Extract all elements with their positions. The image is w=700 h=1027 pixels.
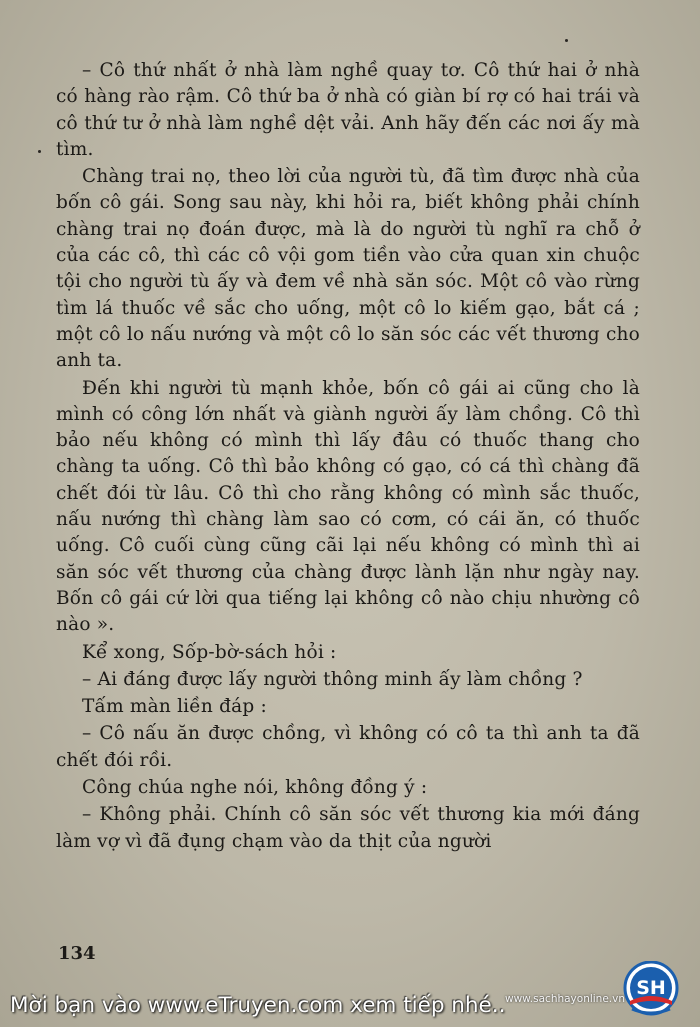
- page-number: 134: [58, 943, 96, 964]
- paragraph: Chàng trai nọ, theo lời của người tù, đã tìm được nhà của bốn cô gái. Song sau này, khi hỏi ra, biết không phải chính chàng trai nọ đoán được, mà là do người tù nghĩ ra chỗ ở của các cô, thì các cô vội gom tiền vào cửa quan xin chuộc tội cho người tù ấy và đem về nhà săn sóc. Một cô vào rừng tìm lá thuốc về sắc cho uống, một cô lo kiếm gạo, bắt cá ; một cô lo nấu nướng và một cô lo săn sóc các vết thương cho anh ta.: [56, 166, 640, 372]
- body-text: [56, 58, 640, 855]
- ink-speck: [38, 150, 41, 153]
- publisher-logo-icon[interactable]: [622, 961, 680, 1019]
- paragraph: – Không phải. Chính cô săn sóc vết thương kia mới đáng làm vợ vì đã đụng chạm vào da thịt của người: [56, 804, 640, 852]
- site-url-label[interactable]: www.sachhayonline.vn: [505, 993, 626, 1005]
- watermark-link[interactable]: Mời bạn vào www.eTruyen.com xem tiếp nhé..: [10, 993, 506, 1018]
- paragraph: Kể xong, Sốp-bờ-sách hỏi :: [82, 641, 337, 663]
- paragraph: – Cô nấu ăn được chồng, vì không có cô ta thì anh ta đã chết đói rồi.: [56, 723, 640, 771]
- paragraph: Đến khi người tù mạnh khỏe, bốn cô gái ai cũng cho là mình có công lớn nhất và giành người ấy làm chồng. Cô thì bảo nếu không có mình thì lấy đâu có thuốc thang cho chàng ta uống. Cô thì bảo không có gạo, có cá thì chàng đã chết đói từ lâu. Cô thì cho rằng không có mình sắc thuốc, nấu nướng thì chàng làm sao có cơm, có cái ăn, có thuốc uống. Cô cuối cùng cũng cãi lại nếu không có mình thì ai săn sóc vết thương của chàng được lành lặn như ngày nay. Bốn cô gái cứ lời qua tiếng lại không cô nào chịu nhường cô nào ».: [56, 377, 640, 636]
- paragraph: – Cô thứ nhất ở nhà làm nghề quay tơ. Cô thứ hai ở nhà có hàng rào rậm. Cô thứ ba ở nhà có giàn bí rợ có hai trái và cô thứ tư ở nhà làm nghề dệt vải. Anh hãy đến các nơi ấy mà tìm.: [56, 60, 640, 160]
- paragraph: Tấm màn liền đáp :: [82, 696, 267, 718]
- paragraph: Công chúa nghe nói, không đồng ý :: [82, 777, 428, 799]
- ink-speck: [565, 39, 568, 42]
- paragraph: – Ai đáng được lấy người thông minh ấy làm chồng ?: [82, 668, 583, 690]
- logo-text: SH: [636, 977, 666, 999]
